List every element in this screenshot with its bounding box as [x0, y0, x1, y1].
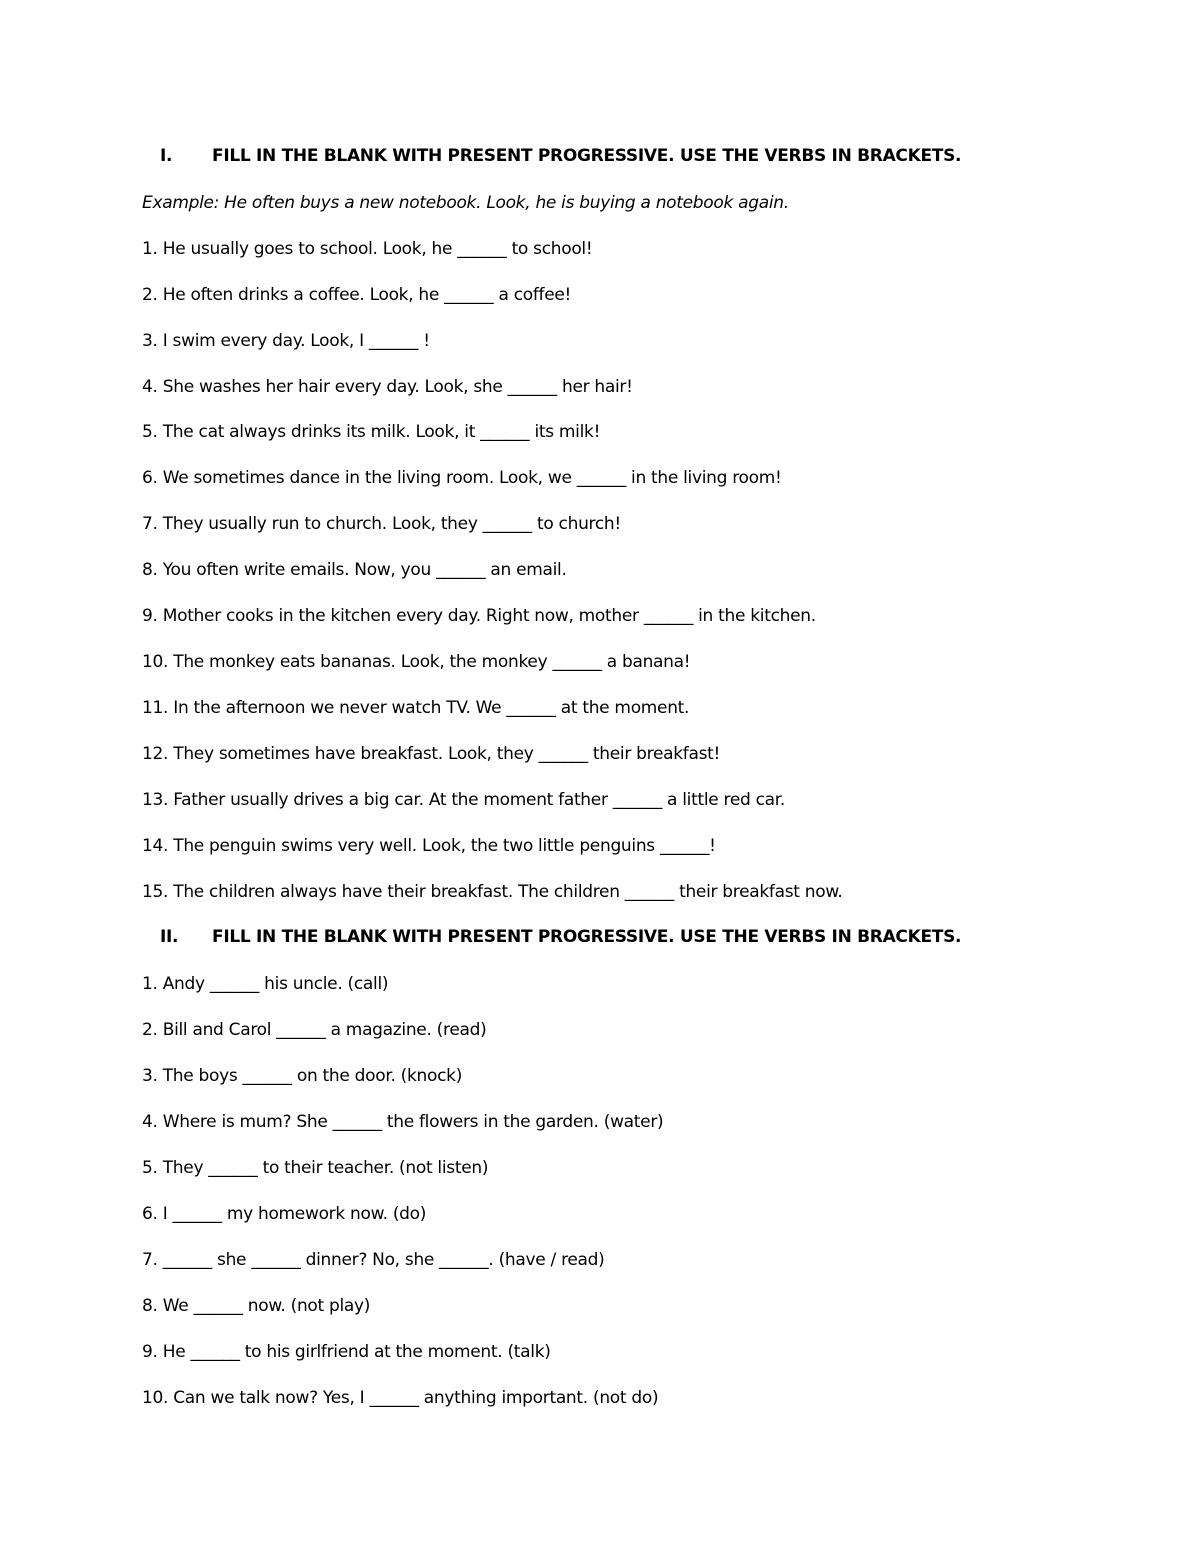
exercise-2-item: 9. He ______ to his girlfriend at the moment. (talk)	[142, 1342, 551, 1362]
exercise-2-item: 2. Bill and Carol ______ a magazine. (read)	[142, 1020, 487, 1040]
exercise-2-item: 7. ______ she ______ dinner? No, she ______. (have / read)	[142, 1250, 605, 1270]
exercise-1-item: 7. They usually run to church. Look, they ______ to church!	[142, 514, 621, 534]
exercise-2-item: 8. We ______ now. (not play)	[142, 1296, 371, 1316]
exercise-1-item: 14. The penguin swims very well. Look, the two little penguins ______!	[142, 836, 716, 856]
example-sentence: Example: He often buys a new notebook. Look, he is buying a notebook again.	[142, 193, 789, 213]
exercise-2-item: 6. I ______ my homework now. (do)	[142, 1204, 427, 1224]
exercise-1-item: 9. Mother cooks in the kitchen every day. Right now, mother ______ in the kitchen.	[142, 606, 816, 626]
exercise-1-item: 13. Father usually drives a big car. At the moment father ______ a little red car.	[142, 790, 785, 810]
exercise-1-item: 15. The children always have their breakfast. The children ______ their breakfast now.	[142, 882, 843, 902]
section-1-heading	[0, 146, 1200, 172]
exercise-2-item: 3. The boys ______ on the door. (knock)	[142, 1066, 463, 1086]
exercise-1-item: 4. She washes her hair every day. Look, she ______ her hair!	[142, 377, 633, 397]
exercise-2-item: 10. Can we talk now? Yes, I ______ anything important. (not do)	[142, 1388, 659, 1408]
exercise-1-item: 5. The cat always drinks its milk. Look, it ______ its milk!	[142, 422, 601, 442]
exercise-2-item: 1. Andy ______ his uncle. (call)	[142, 974, 389, 994]
section-1-title: FILL IN THE BLANK WITH PRESENT PROGRESSIVE. USE THE VERBS IN BRACKETS.	[212, 146, 962, 166]
section-2-heading	[0, 927, 1200, 953]
section-2-title: FILL IN THE BLANK WITH PRESENT PROGRESSIVE. USE THE VERBS IN BRACKETS.	[212, 927, 962, 947]
exercise-1-item: 3. I swim every day. Look, I ______ !	[142, 331, 430, 351]
section-1-number: I.	[160, 146, 173, 166]
exercise-1-item: 10. The monkey eats bananas. Look, the monkey ______ a banana!	[142, 652, 691, 672]
exercise-1-item: 12. They sometimes have breakfast. Look, they ______ their breakfast!	[142, 744, 721, 764]
exercise-1-item: 6. We sometimes dance in the living room. Look, we ______ in the living room!	[142, 468, 782, 488]
exercise-1-item: 2. He often drinks a coffee. Look, he ______ a coffee!	[142, 285, 572, 305]
exercise-2-item: 5. They ______ to their teacher. (not listen)	[142, 1158, 489, 1178]
section-2-number: II.	[160, 927, 179, 947]
exercise-1-item: 1. He usually goes to school. Look, he ______ to school!	[142, 239, 593, 259]
exercise-1-item: 11. In the afternoon we never watch TV. We ______ at the moment.	[142, 698, 690, 718]
exercise-1-item: 8. You often write emails. Now, you ______ an email.	[142, 560, 567, 580]
exercise-2-item: 4. Where is mum? She ______ the flowers in the garden. (water)	[142, 1112, 664, 1132]
